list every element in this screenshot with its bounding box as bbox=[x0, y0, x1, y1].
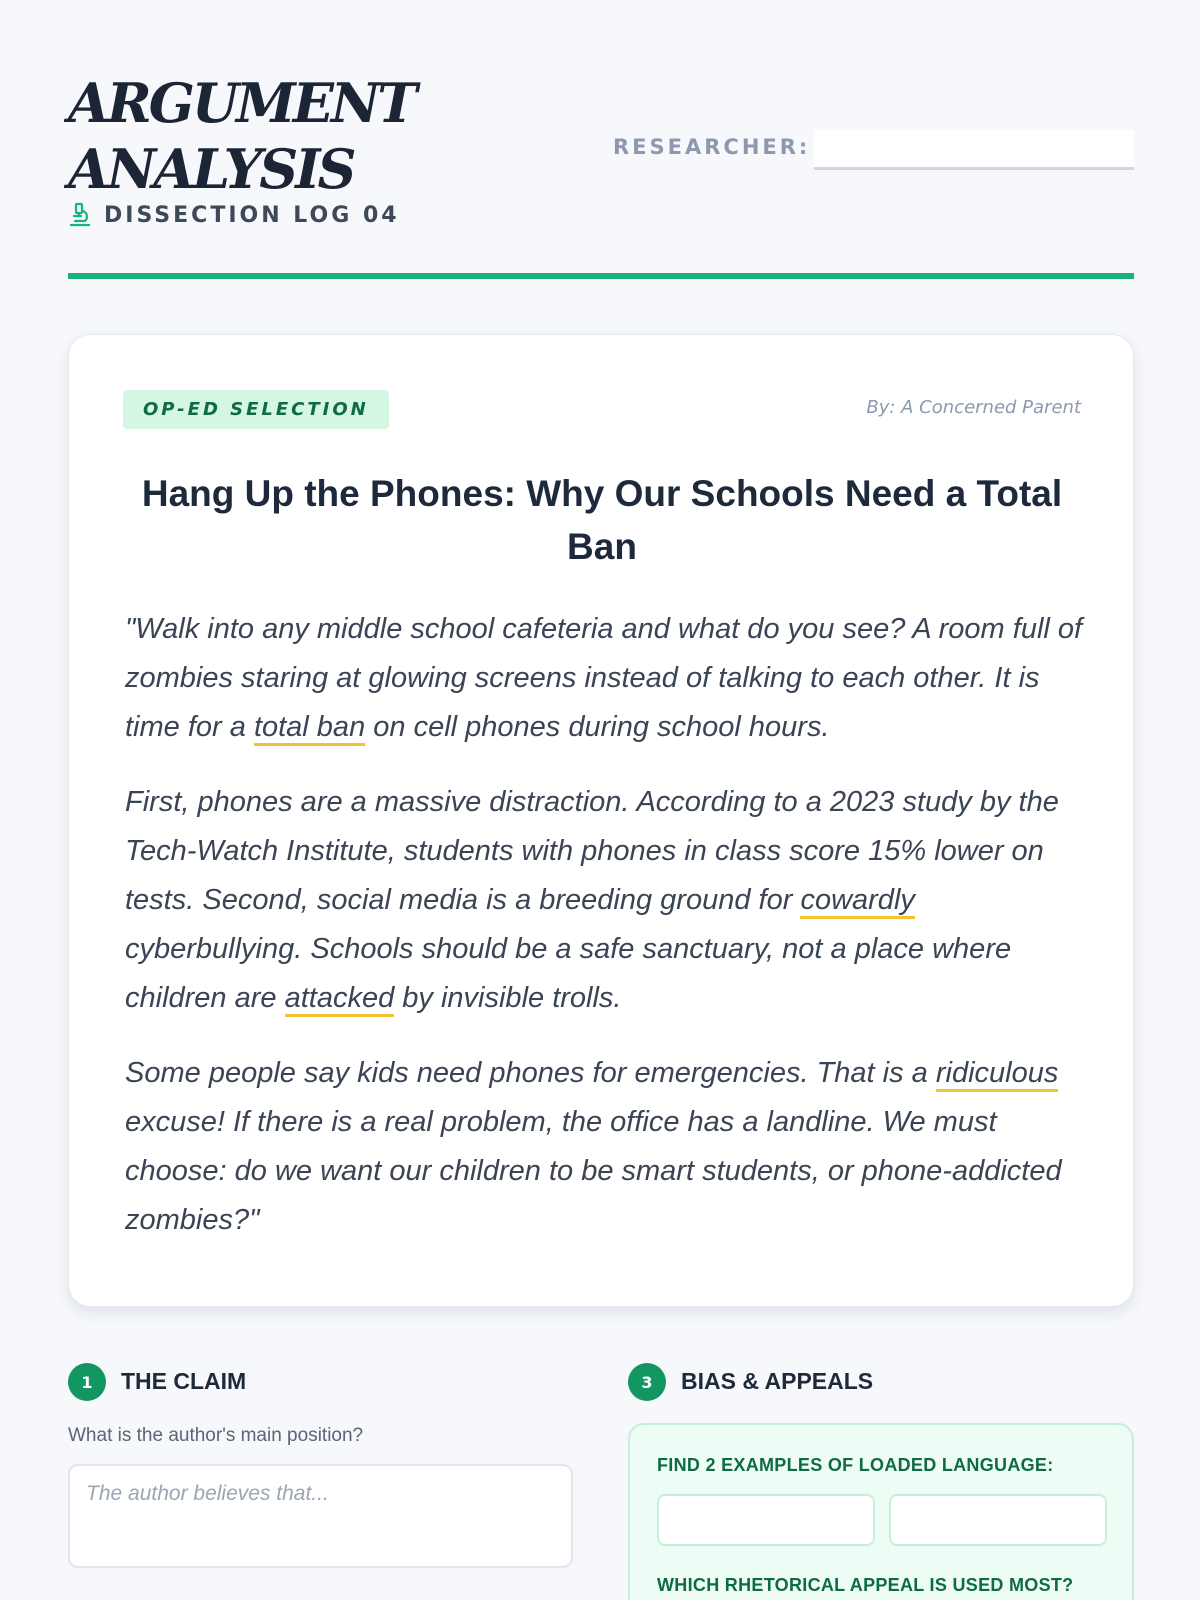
claim-answer-field[interactable] bbox=[68, 1464, 573, 1568]
article-headline: Hang Up the Phones: Why Our Schools Need a Total Ban bbox=[141, 473, 1063, 567]
highlighted-phrase: ridiculous bbox=[936, 1057, 1059, 1092]
article-byline: By: A Concerned Parent bbox=[866, 397, 1081, 418]
article-paragraph-1: "Walk into any middle school cafeteria and what do you see? A room full of zombies staring at glowing screens instead of talking to each other. It is time for a total ban on cell phones during school hours. bbox=[125, 605, 1085, 752]
bias-appeals-panel bbox=[628, 1423, 1134, 1600]
op-ed-badge: OP-ED SELECTION bbox=[123, 390, 389, 429]
title-line-1: ARGUMENT bbox=[68, 71, 415, 135]
loaded-language-input-2[interactable] bbox=[889, 1494, 1107, 1546]
highlighted-phrase: attacked bbox=[285, 982, 395, 1017]
researcher-input[interactable] bbox=[814, 130, 1134, 170]
microscope-icon bbox=[68, 202, 92, 228]
header-divider bbox=[68, 273, 1134, 279]
claim-prompt: What is the author's main position? bbox=[68, 1425, 364, 1446]
loaded-language-input-1[interactable] bbox=[657, 1494, 875, 1546]
page-subtitle bbox=[68, 202, 400, 228]
article-paragraph-3: Some people say kids need phones for emergencies. That is a ridiculous excuse! If there is a real problem, the office has a landline. We must choose: do we want our children to be smart students, or phone-addicted zombies?" bbox=[125, 1057, 1062, 1236]
highlighted-phrase: cowardly bbox=[800, 884, 914, 919]
subtitle-text: DISSECTION LOG 04 bbox=[104, 202, 400, 228]
title-line-2: ANALYSIS bbox=[68, 137, 354, 201]
step-number-1: 1 bbox=[68, 1363, 106, 1401]
page-title bbox=[68, 70, 414, 202]
article-card bbox=[68, 334, 1134, 1307]
article-body bbox=[125, 605, 1085, 1271]
highlighted-phrase: total ban bbox=[254, 711, 365, 746]
rhetorical-appeal-label: WHICH RHETORICAL APPEAL IS USED MOST? bbox=[657, 1575, 1074, 1595]
loaded-language-label: FIND 2 EXAMPLES OF LOADED LANGUAGE: bbox=[657, 1455, 1054, 1475]
claim-section-title: THE CLAIM bbox=[121, 1368, 247, 1394]
bias-section-title: BIAS & APPEALS bbox=[681, 1368, 874, 1394]
researcher-label: RESEARCHER: bbox=[613, 135, 811, 159]
article-paragraph-2: First, phones are a massive distraction. According to a 2023 study by the Tech-Watch Institute, students with phones in class score 15% lower on tests. Second, social media is a breeding ground for cowardly cyberbullying. Schools should be a safe sanctuary, not a place where children are attacked by invisible trolls. bbox=[125, 778, 1085, 1023]
step-number-3: 3 bbox=[628, 1363, 666, 1401]
